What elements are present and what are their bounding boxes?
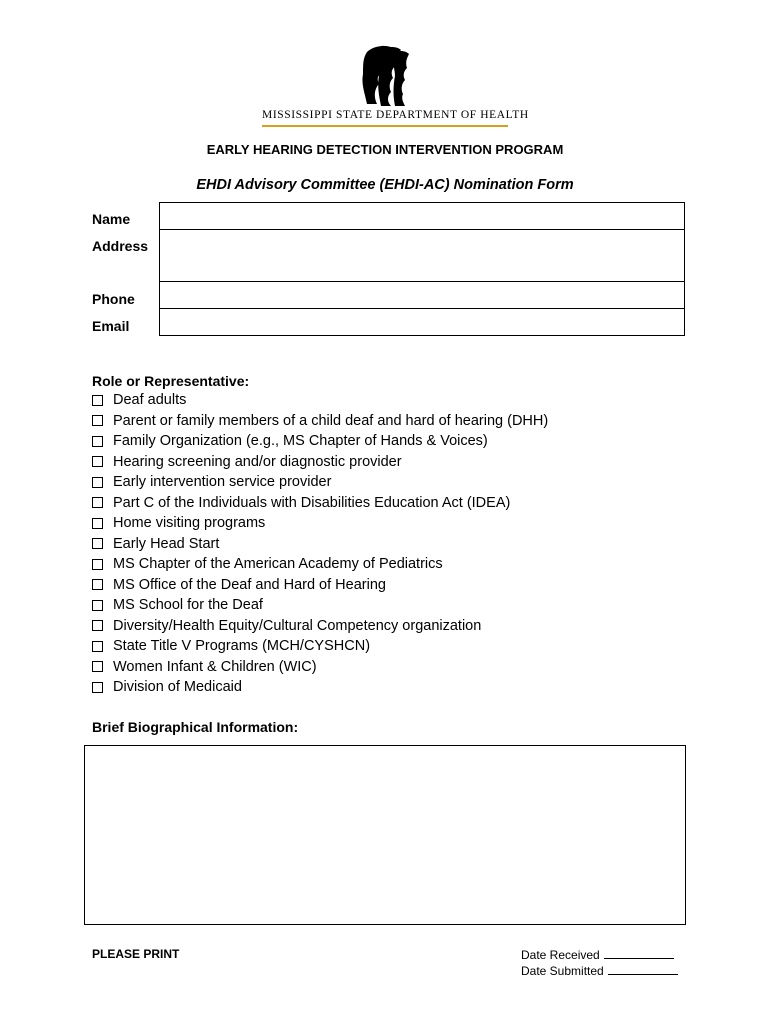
checkbox[interactable] [92, 456, 103, 467]
role-checklist [92, 390, 548, 698]
role-heading: Role or Representative: [92, 373, 250, 389]
checkbox[interactable] [92, 395, 103, 406]
role-option-label: Women Infant & Children (WIC) [113, 658, 317, 675]
checkbox[interactable] [92, 497, 103, 508]
role-option-label: Home visiting programs [113, 515, 266, 532]
checkbox[interactable] [92, 600, 103, 611]
bio-textarea[interactable] [84, 745, 686, 925]
role-option-label: MS Office of the Deaf and Hard of Hearing [113, 576, 386, 593]
role-option[interactable] [92, 636, 548, 657]
address-label: Address [92, 238, 149, 254]
agency-name: MISSISSIPPI STATE DEPARTMENT OF HEALTH [262, 109, 529, 121]
role-option-label: Division of Medicaid [113, 679, 242, 696]
checkbox[interactable] [92, 538, 103, 549]
program-title: EARLY HEARING DETECTION INTERVENTION PROGRAM [206, 142, 564, 157]
role-option[interactable] [92, 472, 548, 493]
role-option-label: Early Head Start [113, 535, 220, 552]
checkbox[interactable] [92, 436, 103, 447]
role-option[interactable] [92, 452, 548, 473]
checkbox[interactable] [92, 682, 103, 693]
accent-rule [262, 125, 508, 127]
name-field[interactable] [159, 202, 685, 230]
phone-label: Phone [92, 291, 135, 307]
email-field[interactable] [159, 308, 685, 336]
role-option-label: MS School for the Deaf [113, 597, 263, 614]
role-option-label: Deaf adults [113, 392, 187, 409]
phone-field[interactable] [159, 281, 685, 309]
role-option-label: Hearing screening and/or diagnostic provider [113, 453, 402, 470]
date-submitted-blank[interactable] [608, 963, 678, 975]
role-option-label: Diversity/Health Equity/Cultural Competency organization [113, 617, 482, 634]
role-option[interactable] [92, 575, 548, 596]
form-title: EHDI Advisory Committee (EHDI-AC) Nomination Form [196, 177, 574, 193]
role-option-label: Part C of the Individuals with Disabilities Education Act (IDEA) [113, 494, 511, 511]
role-option[interactable] [92, 493, 548, 514]
checkbox[interactable] [92, 477, 103, 488]
date-submitted-label: Date Submitted [521, 964, 604, 978]
email-label: Email [92, 318, 130, 334]
role-option-label: State Title V Programs (MCH/CYSHCN) [113, 638, 371, 655]
role-option[interactable] [92, 513, 548, 534]
checkbox[interactable] [92, 620, 103, 631]
date-received [521, 947, 674, 962]
role-option[interactable] [92, 677, 548, 698]
role-option-label: Early intervention service provider [113, 474, 332, 491]
role-option[interactable] [92, 411, 548, 432]
please-print-note: PLEASE PRINT [92, 947, 180, 961]
bio-heading: Brief Biographical Information: [92, 719, 299, 735]
checkbox[interactable] [92, 415, 103, 426]
date-received-label: Date Received [521, 948, 600, 962]
date-received-blank[interactable] [604, 947, 674, 959]
profile-silhouettes-icon [255, 44, 515, 114]
checkbox[interactable] [92, 579, 103, 590]
role-option[interactable] [92, 431, 548, 452]
role-option[interactable] [92, 657, 548, 678]
role-option[interactable] [92, 390, 548, 411]
checkbox[interactable] [92, 518, 103, 529]
checkbox[interactable] [92, 559, 103, 570]
checkbox[interactable] [92, 661, 103, 672]
date-submitted [521, 963, 678, 978]
role-option[interactable] [92, 616, 548, 637]
address-field[interactable] [159, 229, 685, 282]
role-option[interactable] [92, 534, 548, 555]
checkbox[interactable] [92, 641, 103, 652]
role-option[interactable] [92, 554, 548, 575]
role-option-label: Parent or family members of a child deaf and hard of hearing (DHH) [113, 412, 549, 429]
role-option[interactable] [92, 595, 548, 616]
name-label: Name [92, 211, 131, 227]
role-option-label: MS Chapter of the American Academy of Pediatrics [113, 556, 443, 573]
role-option-label: Family Organization (e.g., MS Chapter of Hands & Voices) [113, 433, 488, 450]
